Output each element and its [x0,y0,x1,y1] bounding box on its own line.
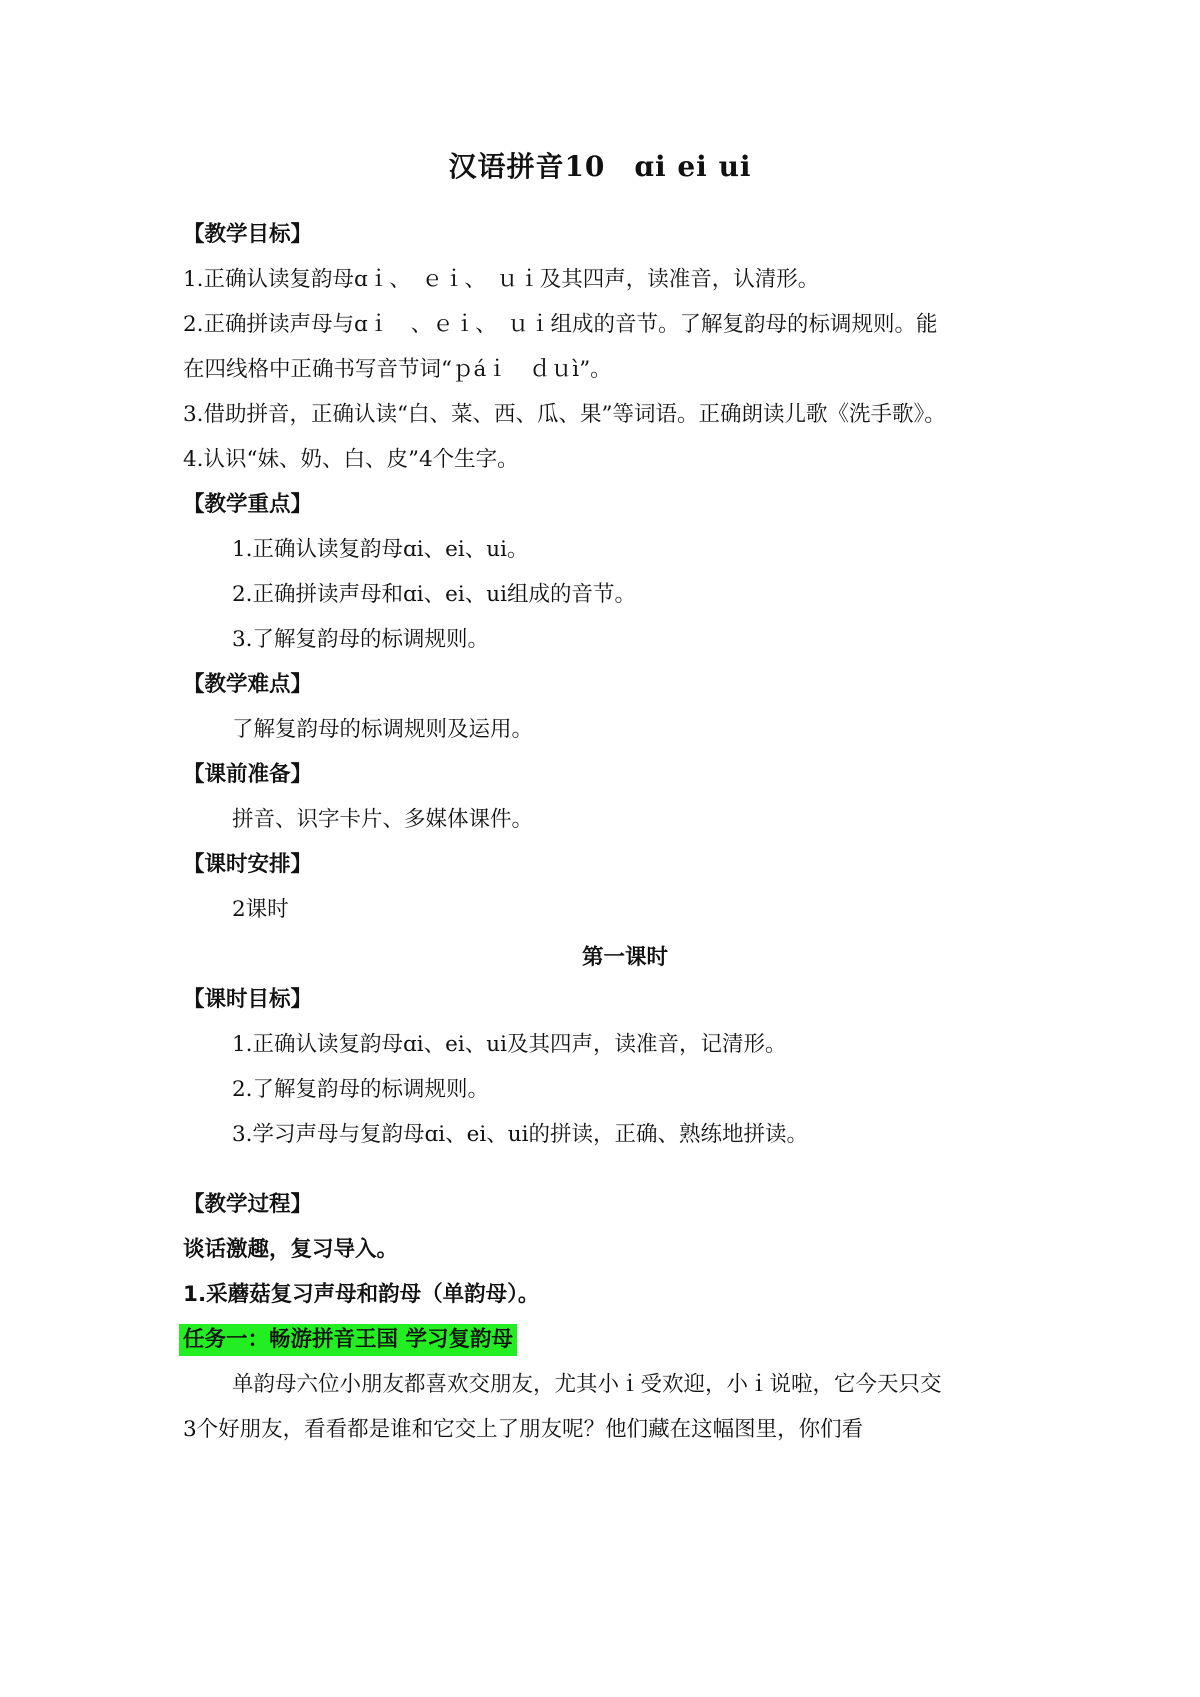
section-heading-key-points: 【教学重点】 [183,492,313,517]
key-point-item: 3.了解复韵母的标调规则。 [232,627,490,652]
lesson-goal-item: 2.了解复韵母的标调规则。 [232,1077,490,1102]
lesson-subtitle: 第一课时 [581,945,668,970]
section-heading-lesson-goals: 【课时目标】 [183,987,313,1012]
objective-item: 1.正确认读复韵母ɑｉ、 ｅｉ、 ｕｉ及其四声，读准音，认清形。 [183,267,820,292]
paragraph-line: 3个好朋友，看看都是谁和它交上了朋友呢？他们藏在这幅图里，你们看 [183,1417,864,1442]
task-highlight: 任务一：畅游拼音王国 学习复韵母 [179,1324,517,1356]
difficulty-item: 了解复韵母的标调规则及运用。 [232,717,534,742]
section-heading-difficulties: 【教学难点】 [183,672,313,697]
section-heading-preparation: 【课前准备】 [183,762,313,787]
section-heading-schedule: 【课时安排】 [183,852,313,877]
objective-item: 3.借助拼音，正确认读“白、菜、西、瓜、果”等词语。正确朗读儿歌《洗手歌》。 [183,402,946,427]
process-intro: 谈话激趣，复习导入。 [183,1237,399,1262]
key-point-item: 1.正确认读复韵母ɑi、ei、ui。 [232,537,529,562]
task-heading [183,1325,517,1355]
section-heading-objectives: 【教学目标】 [183,222,313,247]
lesson-goal-item: 3.学习声母与复韵母ɑi、ei、ui的拼读，正确、熟练地拼读。 [232,1122,808,1147]
process-step: 1.采蘑菇复习声母和韵母（单韵母）。 [183,1282,540,1307]
schedule-item: 2课时 [232,897,289,922]
objective-item: 4.认识“妹、奶、白、皮”4个生字。 [183,447,519,472]
objective-item: 在四线格中正确书写音节词“ｐáｉ ｄｕì”。 [183,357,612,382]
key-point-item: 2.正确拼读声母和ɑi、ei、ui组成的音节。 [232,582,636,607]
objective-item: 2.正确拼读声母与ɑｉ 、ｅｉ、 ｕｉ组成的音节。了解复韵母的标调规则。能 [183,312,938,337]
document-title: 汉语拼音10 ɑi ei ui [448,150,752,183]
section-heading-process: 【教学过程】 [183,1192,313,1217]
preparation-item: 拼音、识字卡片、多媒体课件。 [232,807,534,832]
paragraph-line: 单韵母六位小朋友都喜欢交朋友，尤其小ｉ受欢迎，小ｉ说啦，它今天只交 [232,1372,942,1397]
lesson-goal-item: 1.正确认读复韵母ɑi、ei、ui及其四声，读准音，记清形。 [232,1032,787,1057]
